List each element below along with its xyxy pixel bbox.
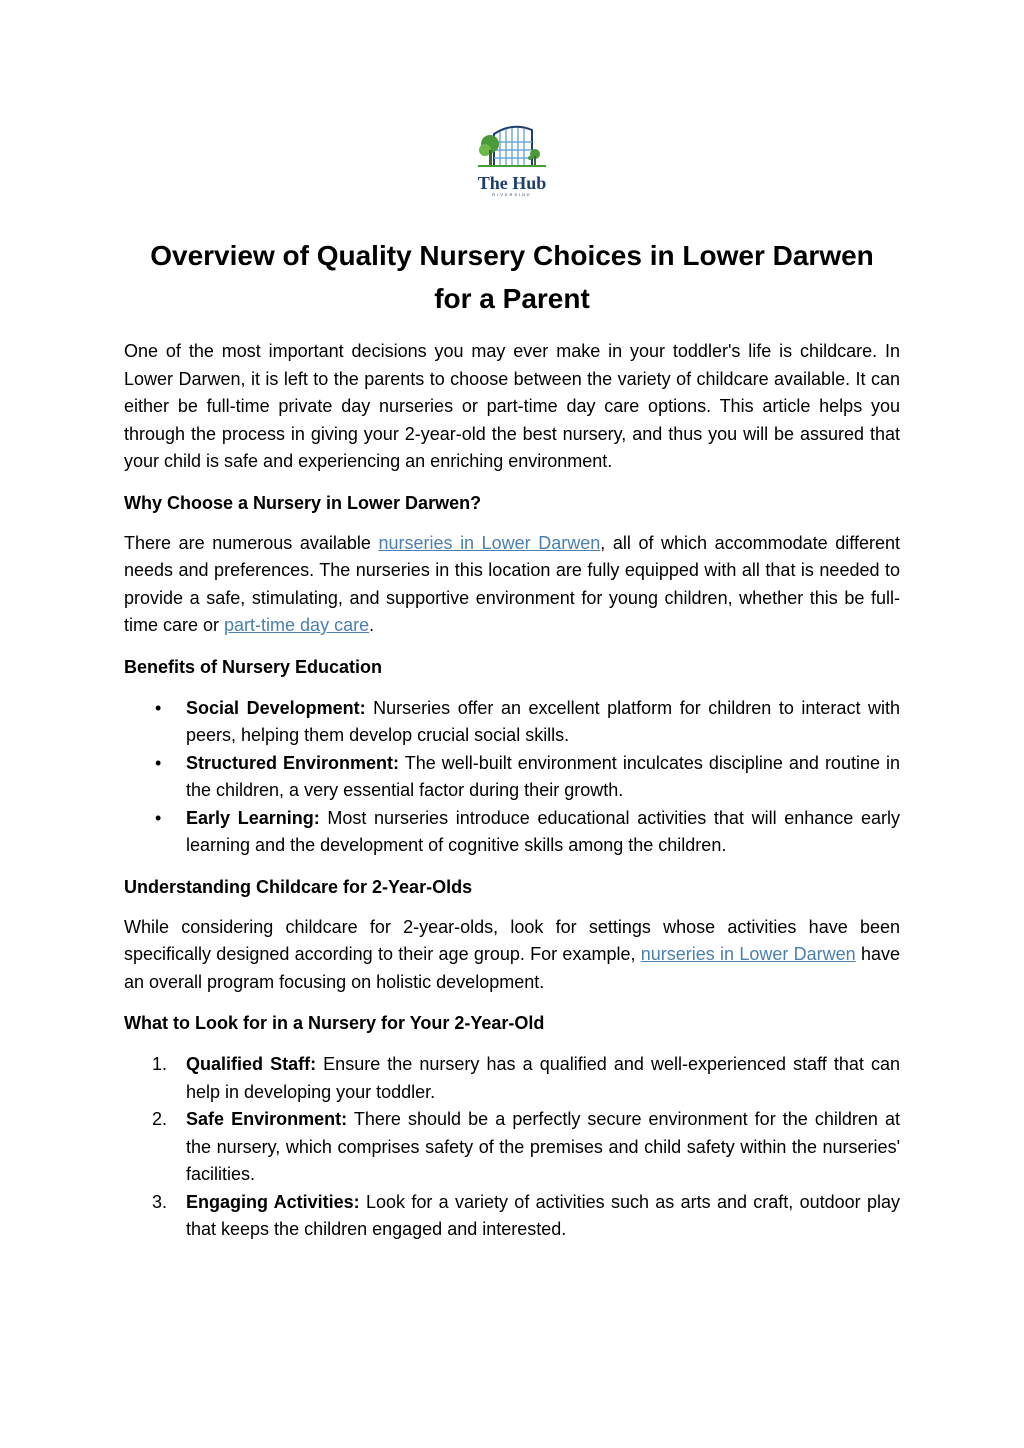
why-text-1: There are numerous available xyxy=(124,532,379,553)
part-time-day-care-link[interactable]: part-time day care xyxy=(224,615,370,635)
item-term: Engaging Activities: xyxy=(186,1191,360,1212)
understanding-text-1: While considering childcare for 2-year-olds, look for settings whose activities have been specifically designed according to their age group. For example, xyxy=(124,916,900,964)
building-tree-logo-icon xyxy=(472,120,552,172)
list-item xyxy=(124,1051,900,1106)
bullet-marker: • xyxy=(155,697,162,718)
item-term: Safe Environment: xyxy=(186,1109,348,1129)
list-item xyxy=(124,805,900,860)
understanding-text-2: have an overall program focusing on holistic development. xyxy=(124,944,900,992)
benefit-term: Early Learning: xyxy=(186,807,320,828)
list-item xyxy=(124,1106,900,1189)
understanding-paragraph xyxy=(124,914,900,997)
why-text-3: . xyxy=(369,615,375,635)
why-paragraph xyxy=(124,530,900,640)
document-page xyxy=(124,120,900,1244)
item-text: There should be a perfectly secure environment for the children at the nursery, which comprises safety of the premises and child safety within the nurseries' facilities. xyxy=(186,1109,901,1184)
benefit-text: The well-built environment inculcates discipline and routine in the children, a very essential factor during their growth. xyxy=(186,752,900,800)
benefit-text: Nurseries offer an excellent platform for children to interact with peers, helping them develop crucial social skills. xyxy=(186,697,901,745)
logo-tagline: RIVERSIDE xyxy=(492,192,532,197)
benefits-heading: Benefits of Nursery Education xyxy=(124,656,383,677)
the-hub-logo xyxy=(467,120,557,198)
why-text-2: , all of which accommodate different needs and preferences. The nurseries in this location are fully equipped with all that is needed to provide a safe, stimulating, and supportive environment for young children, whether this be full-time care or xyxy=(124,532,900,635)
item-text: Ensure the nursery has a qualified and well-experienced staff that can help in developing your toddler. xyxy=(186,1054,900,1102)
look-for-heading: What to Look for in a Nursery for Your 2-Year-Old xyxy=(124,1013,545,1033)
understanding-heading: Understanding Childcare for 2-Year-Olds xyxy=(124,876,473,897)
why-heading: Why Choose a Nursery in Lower Darwen? xyxy=(124,492,482,513)
bullet-marker: • xyxy=(155,752,162,773)
list-item xyxy=(124,1189,900,1244)
nurseries-link-2[interactable]: nurseries in Lower Darwen xyxy=(640,944,856,964)
list-item xyxy=(124,695,900,750)
benefit-text: Most nurseries introduce educational activities that will enhance early learning and the development of cognitive skills among the children. xyxy=(186,807,900,855)
page-title: Overview of Quality Nursery Choices in Lower Darwen for a Parent xyxy=(150,240,874,314)
number-marker: 3. xyxy=(152,1191,168,1212)
number-marker: 1. xyxy=(152,1054,168,1074)
list-item xyxy=(124,750,900,805)
item-text: Look for a variety of activities such as arts and craft, outdoor play that keeps the children engaged and interested. xyxy=(186,1191,900,1239)
benefits-list xyxy=(124,695,900,860)
intro-paragraph: One of the most important decisions you may ever make in your toddler's life is childcare. In Lower Darwen, it is left to the parents to choose between the variety of childcare available. It can either be full-time private day nurseries or part-time day care options. This article helps you through the process in giving your 2-year-old the best nursery, and thus you will be assured that your child is safe and experiencing an enriching environment. xyxy=(124,341,900,471)
bullet-marker: • xyxy=(155,807,162,828)
benefit-term: Structured Environment: xyxy=(186,752,400,773)
number-marker: 2. xyxy=(152,1109,168,1129)
nurseries-link[interactable]: nurseries in Lower Darwen xyxy=(378,532,601,553)
logo-name: The Hub xyxy=(477,173,547,193)
item-term: Qualified Staff: xyxy=(186,1054,317,1074)
look-for-list xyxy=(124,1051,900,1244)
benefit-term: Social Development: xyxy=(186,697,366,718)
